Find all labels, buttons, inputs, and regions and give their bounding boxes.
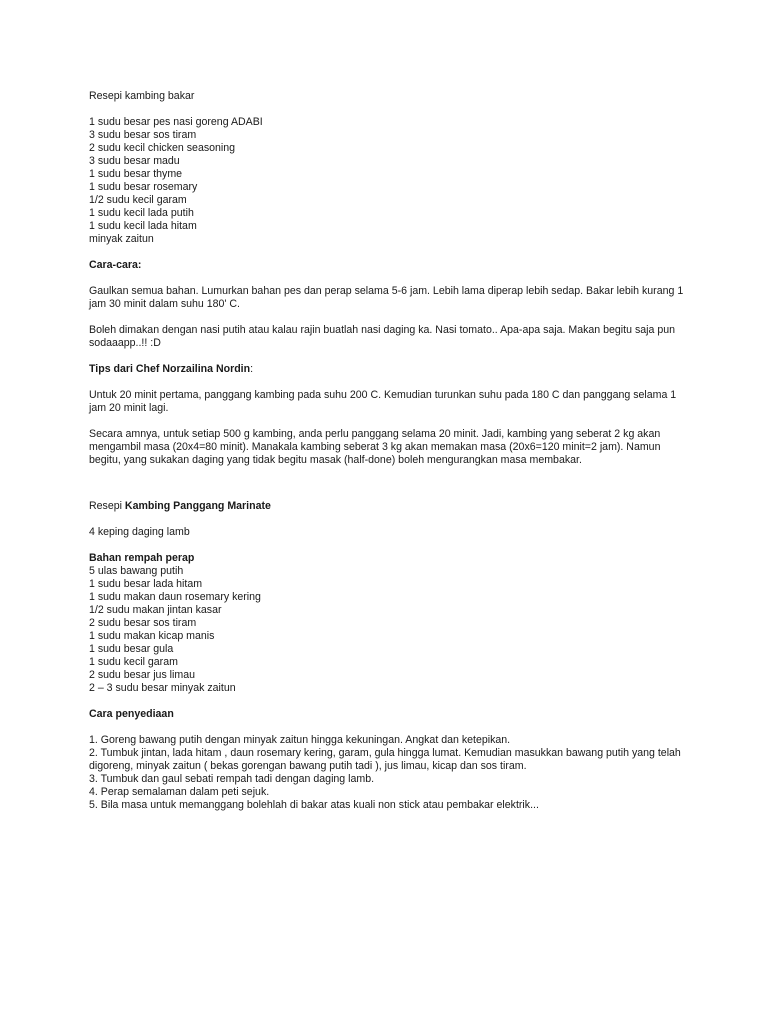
tips-paragraph: Untuk 20 minit pertama, panggang kambing pada suhu 200 C. Kemudian turunkan suhu pada 180 C dan panggang selama 1 jam 20 minit lagi.	[89, 389, 677, 414]
marinade-heading: Bahan rempah perap	[89, 552, 195, 564]
ingredient-item: 3 sudu besar madu	[89, 155, 180, 167]
ingredient-item: 1 sudu besar rosemary	[89, 181, 198, 193]
recipe1-title: Resepi kambing bakar	[89, 90, 195, 102]
prep-step: 1. Goreng bawang putih dengan minyak zaitun hingga kekuningan. Angkat dan ketepikan.	[89, 734, 511, 746]
ingredient-item: 3 sudu besar sos tiram	[89, 129, 197, 141]
marinade-item: 2 sudu besar sos tiram	[89, 617, 197, 629]
recipe2-title-name: Kambing Panggang Marinate	[124, 500, 271, 512]
marinade-list	[89, 565, 689, 695]
ingredient-item: 1/2 sudu kecil garam	[89, 194, 187, 206]
recipe2-title-prefix: Resepi	[89, 500, 125, 512]
marinade-item: 2 – 3 sudu besar minyak zaitun	[89, 682, 236, 694]
marinade-item: 2 sudu besar jus limau	[89, 669, 195, 681]
marinade-item: 1 sudu besar lada hitam	[89, 578, 203, 590]
prep-step: 5. Bila masa untuk memanggang bolehlah di bakar atas kuali non stick atau pembakar elektrik...	[89, 799, 539, 811]
tips-heading: Tips dari Chef Norzailina Nordin	[89, 363, 251, 375]
recipe2-title	[89, 500, 689, 513]
tips-heading-line	[89, 363, 689, 376]
prep-steps	[89, 734, 689, 812]
ingredient-item: 2 sudu kecil chicken seasoning	[89, 142, 236, 154]
prep-heading: Cara penyediaan	[89, 708, 174, 720]
marinade-item: 1 sudu makan daun rosemary kering	[89, 591, 261, 603]
marinade-item: 5 ulas bawang putih	[89, 565, 184, 577]
marinade-item: 1 sudu kecil garam	[89, 656, 178, 668]
ingredient-item: minyak zaitun	[89, 233, 154, 245]
marinade-item: 1 sudu besar gula	[89, 643, 174, 655]
ingredient-item: 1 sudu kecil lada putih	[89, 207, 194, 219]
method-heading: Cara-cara:	[89, 259, 142, 271]
tips-paragraph: Secara amnya, untuk setiap 500 g kambing, anda perlu panggang selama 20 minit. Jadi, kambing yang seberat 2 kg akan mengambil masa (20x4=80 minit). Manakala kambing seberat 3 kg akan memakan masa (20x6=120 minit=2 jam). Namun begitu, yang sukakan daging yang tidak begitu masak (half-done) boleh mengurangkan masa membakar.	[89, 428, 661, 466]
method-paragraph: Boleh dimakan dengan nasi putih atau kalau rajin buatlah nasi daging ka. Nasi tomato.. Apa-apa saja. Makan begitu saja pun sodaaapp..!! :D	[89, 324, 675, 349]
method-paragraph: Gaulkan semua bahan. Lumurkan bahan pes dan perap selama 5-6 jam. Lebih lama diperap lebih sedap. Bakar lebih kurang 1 jam 30 minit dalam suhu 180' C.	[89, 285, 684, 310]
prep-step: 2. Tumbuk jintan, lada hitam , daun rosemary kering, garam, gula hingga lumat. Kemudian masukkan bawang putih yang telah digoreng, minyak zaitun ( bekas gorengan bawang putih tadi ), jus limau, kicap dan sos tiram.	[89, 747, 681, 772]
ingredient-item: 1 sudu kecil lada hitam	[89, 220, 197, 232]
ingredient-item: 1 sudu besar pes nasi goreng ADABI	[89, 116, 263, 128]
marinade-item: 1 sudu makan kicap manis	[89, 630, 215, 642]
tips-colon: :	[250, 363, 254, 375]
prep-step: 4. Perap semalaman dalam peti sejuk.	[89, 786, 270, 798]
marinade-item: 1/2 sudu makan jintan kasar	[89, 604, 222, 616]
ingredient-item: 1 sudu besar thyme	[89, 168, 183, 180]
document-page	[89, 90, 689, 812]
recipe2-meat: 4 keping daging lamb	[89, 526, 190, 538]
prep-step: 3. Tumbuk dan gaul sebati rempah tadi dengan daging lamb.	[89, 773, 375, 785]
recipe1-ingredient-list	[89, 116, 689, 246]
